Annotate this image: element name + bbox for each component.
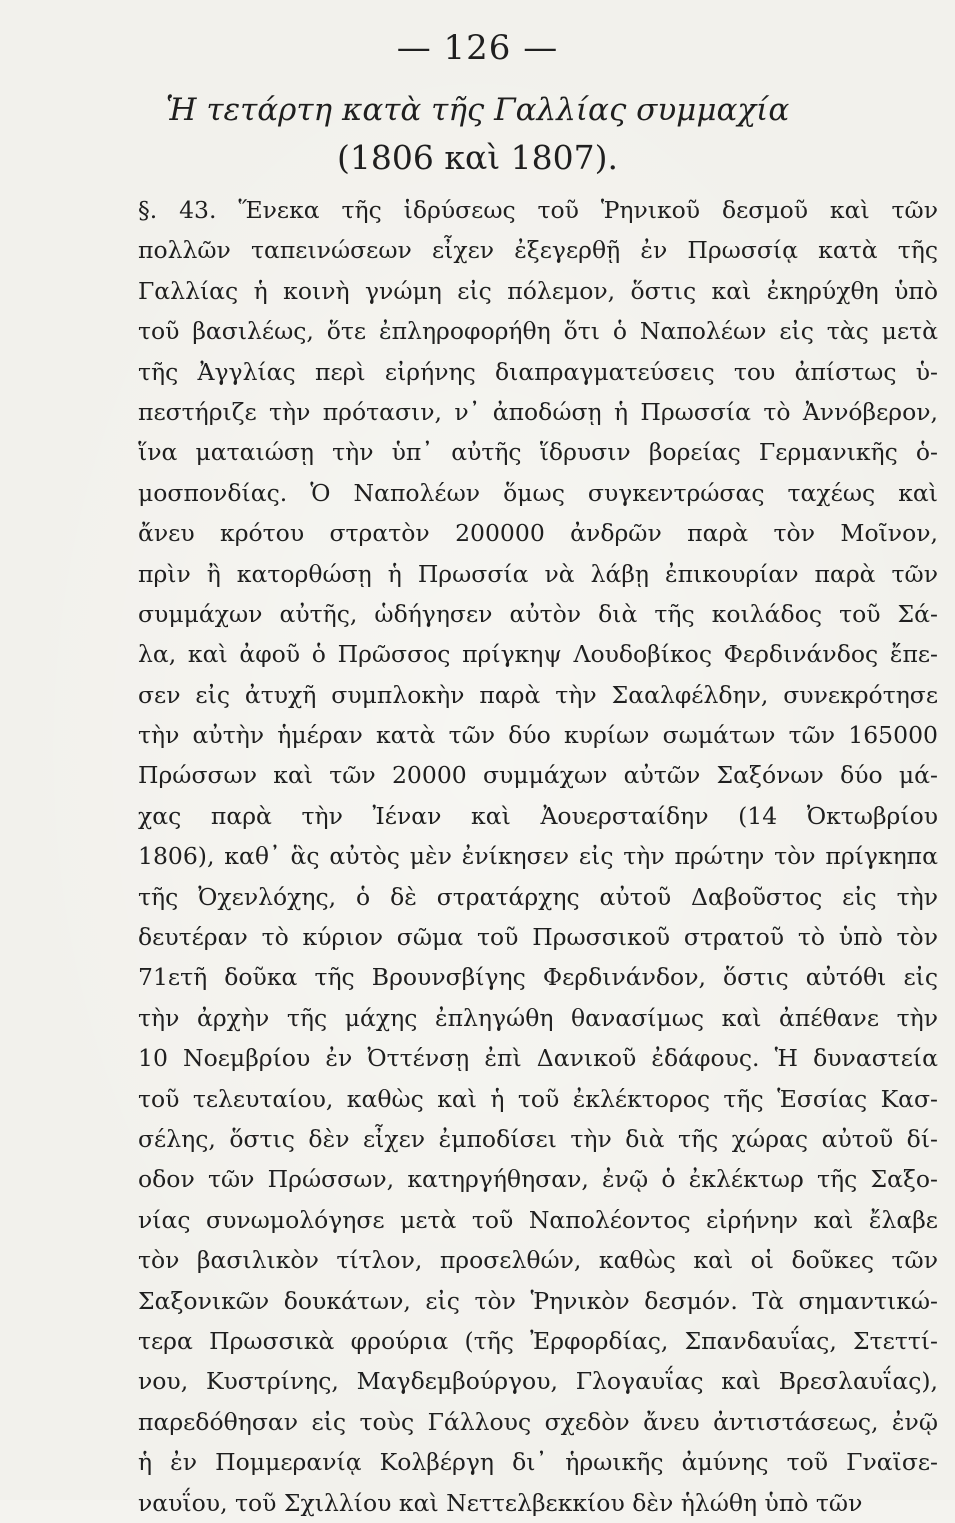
text-line: σεν εἰς ἀτυχῆ συμπλοκὴν παρὰ τὴν Σααλφέλδην, συνεκρότησε [138,680,938,709]
text-line: πολλῶν ταπεινώσεων εἶχεν ἐξεγερθῇ ἐν Πρωσσίᾳ κατὰ τῆς [138,236,938,265]
page-number: — 126 — [396,28,559,68]
text-line: ἵνα ματαιώσῃ τὴν ὑπ᾽ αὐτῆς ἵδρυσιν βορείας Γερμανικῆς ὁ- [138,438,938,467]
text-line: σέλης, ὅστις δὲν εἶχεν ἐμποδίσει τὴν διὰ τῆς χώρας αὐτοῦ δί- [138,1124,938,1153]
text-line: τὴν ἀρχὴν τῆς μάχης ἐπληγώθη θανασίμως καὶ ἀπέθανε τὴν [138,1003,938,1032]
section-title: Ἡ τετάρτη κατὰ τῆς Γαλλίας συμμαχία [165,92,790,128]
text-line: οδον τῶν Πρώσσων, κατηργήθησαν, ἐνῷ ὁ ἐκλέκτωρ τῆς Σαξο- [138,1165,938,1194]
text-line: τὸν βασιλικὸν τίτλον, προσελθών, καθὼς καὶ οἱ δοῦκες τῶν [138,1246,938,1275]
text-line: Πρώσσων καὶ τῶν 20000 συμμάχων αὐτῶν Σαξόνων δύο μά- [138,761,938,790]
text-line: τερα Πρωσσικὰ φρούρια (τῆς Ἐρφορδίας, Σπανδαυΐας, Στεττί- [138,1326,938,1355]
text-line: συμμάχων αὐτῆς, ὡδήγησεν αὐτὸν διὰ τῆς κοιλάδος τοῦ Σά- [138,599,938,628]
text-line: πρὶν ἢ κατορθώσῃ ἡ Πρωσσία νὰ λάβῃ ἐπικουρίαν παρὰ τῶν [138,559,938,588]
text-line: ναυΐου, τοῦ Σχιλλίου καὶ Νεττελβεκκίου δὲν ἡλώθη ὑπὸ τῶν [138,1488,863,1517]
text-line: τῆς Ἀγγλίας περὶ εἰρήνης διαπραγματεύσεις του ἀπίστως ὑ- [138,357,938,386]
text-line: τοῦ τελευταίου, καθὼς καὶ ἡ τοῦ ἐκλέκτορος τῆς Ἑσσίας Κασ- [138,1084,938,1113]
text-line: 71ετῆ δοῦκα τῆς Βρουνσβίγης Φερδινάνδον, ὅστις αὐτόθι εἰς [138,963,938,992]
text-line: μοσπονδίας. Ὁ Ναπολέων ὅμως συγκεντρώσας ταχέως καὶ [138,478,938,507]
text-line: §. 43. Ἕνεκα τῆς ἱδρύσεως τοῦ Ῥηνικοῦ δεσμοῦ καὶ τῶν [138,196,938,224]
text-line: δευτέραν τὸ κύριον σῶμα τοῦ Πρωσσικοῦ στρατοῦ τὸ ὑπὸ τὸν [138,923,938,952]
text-line: χας παρὰ τὴν Ἰέναν καὶ Ἀουερσταίδην (14 Ὀκτωβρίου [138,801,938,830]
text-line: τοῦ βασιλέως, ὅτε ἐπληροφορήθη ὅτι ὁ Ναπολέων εἰς τὰς μετὰ [138,317,938,346]
text-line: νίας συνωμολόγησε μετὰ τοῦ Ναπολέοντος εἰρήνην καὶ ἔλαβε [138,1205,938,1234]
text-line: ἄνευ κρότου στρατὸν 200000 ἀνδρῶν παρὰ τὸν Μοῖνον, [138,519,938,548]
text-line: παρεδόθησαν εἰς τοὺς Γάλλους σχεδὸν ἄνευ ἀντιστάσεως, ἐνῷ [138,1407,938,1436]
text-line: Γαλλίας ἡ κοινὴ γνώμη εἰς πόλεμον, ὅστις καὶ ἐκηρύχθη ὑπὸ [138,276,938,305]
text-line: Σαξονικῶν δουκάτων, εἰς τὸν Ῥηνικὸν δεσμόν. Τὰ σημαντικώ- [138,1286,938,1315]
text-line: 10 Νοεμβρίου ἐν Ὀττένσῃ ἐπὶ Δανικοῦ ἐδάφους. Ἡ δυναστεία [138,1044,938,1073]
text-line: ἡ ἐν Πομμερανίᾳ Κολβέργη δι᾽ ἡρωικῆς ἀμύνης τοῦ Γναϊσε- [138,1448,938,1477]
text-line: τὴν αὐτὴν ἡμέραν κατὰ τῶν δύο κυρίων σωμάτων τῶν 165000 [138,721,938,750]
text-line: τῆς Ὀχενλόχης, ὁ δὲ στρατάρχης αὐτοῦ Δαβοῦστος εἰς τὴν [138,882,938,911]
text-line: νου, Κυστρίνης, Μαγδεμβούργου, Γλογαυΐας καὶ Βρεσλαυΐας), [138,1367,938,1396]
section-subtitle: (1806 καὶ 1807). [336,138,619,177]
body-text [138,190,938,1523]
text-line: λα, καὶ ἀφοῦ ὁ Πρῶσσος πρίγκηψ Λουδοβίκος Φερδινάνδος ἔπε- [138,640,938,669]
text-line: πεστήριζε τὴν πρότασιν, ν᾽ ἀποδώσῃ ἡ Πρωσσία τὸ Ἀννόβερον, [138,397,938,426]
text-line: 1806), καθ᾽ ἃς αὐτὸς μὲν ἐνίκησεν εἰς τὴν πρώτην τὸν πρίγκηπα [138,842,938,871]
